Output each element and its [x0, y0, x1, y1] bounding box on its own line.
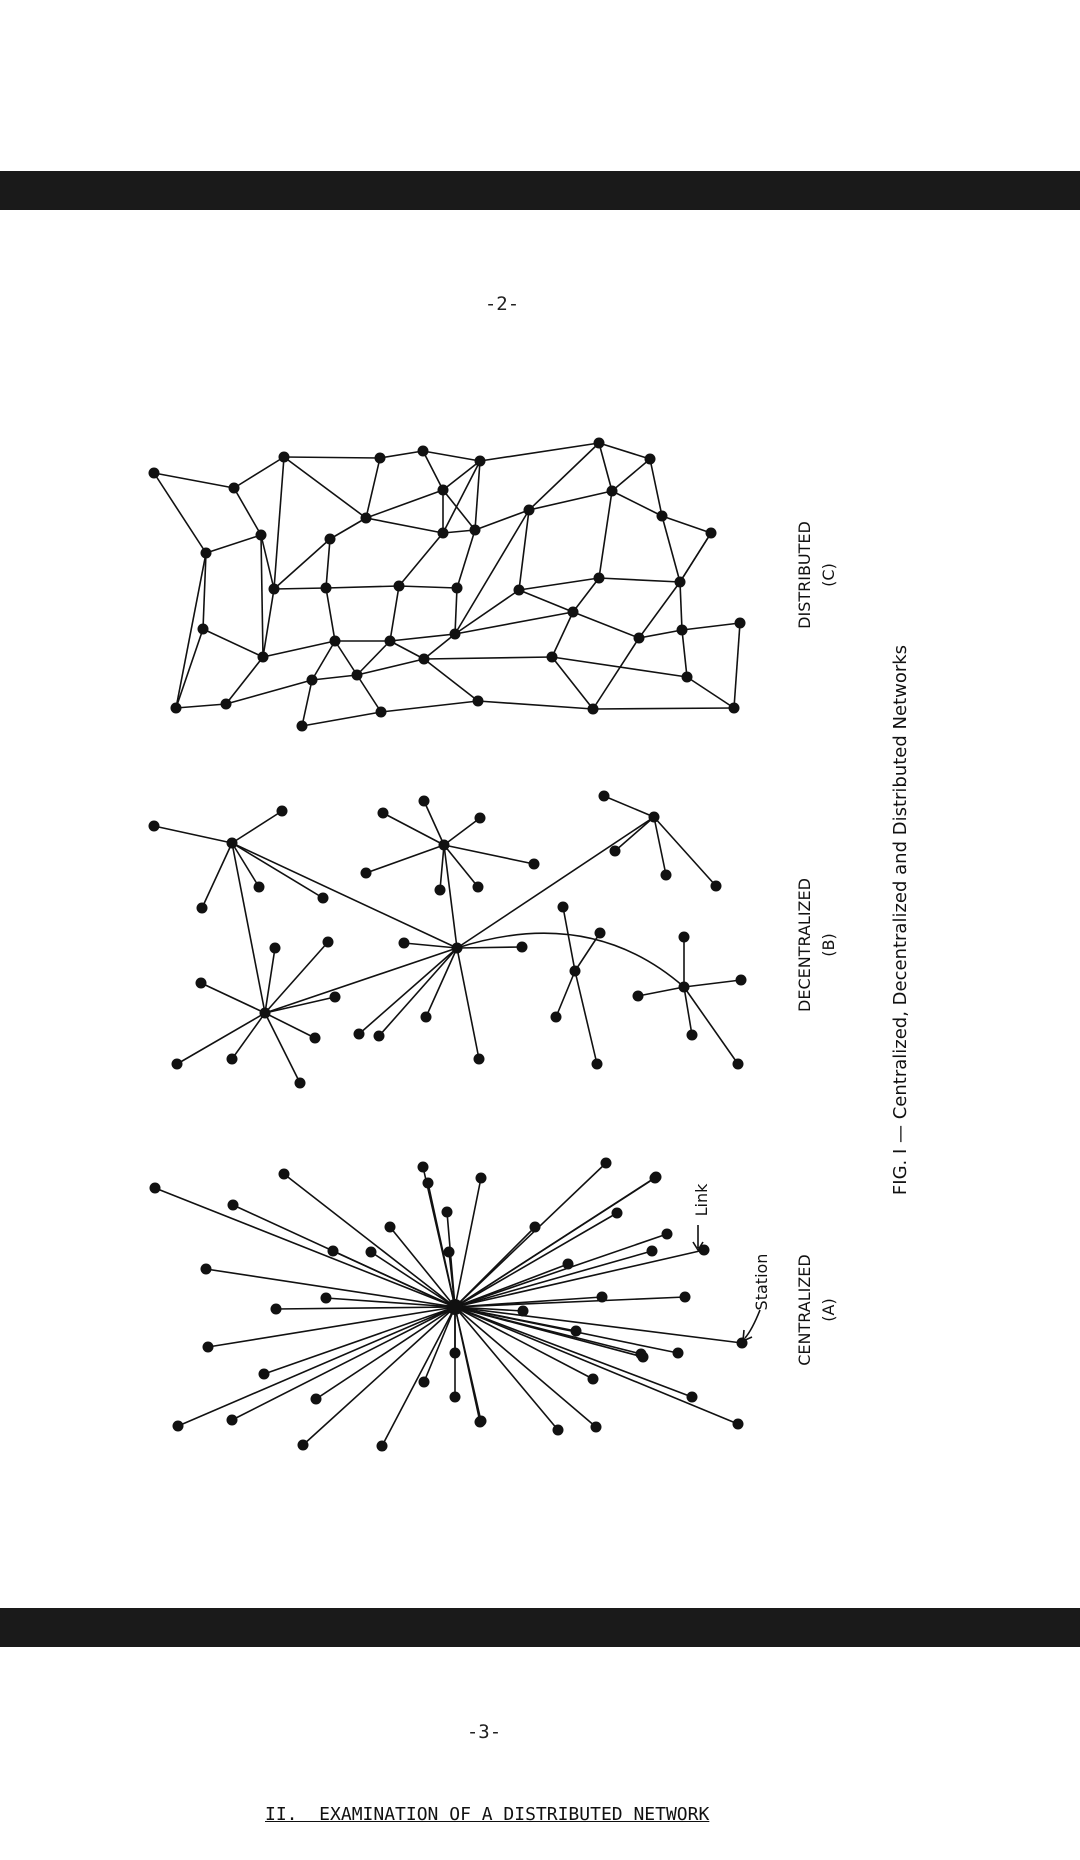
link-line: [265, 1013, 315, 1038]
station-annotation-label: Station: [752, 1253, 771, 1311]
station-node: [530, 1222, 541, 1233]
station-node: [203, 1342, 214, 1353]
link-annotation-label: Link: [692, 1183, 711, 1217]
mesh-node: [198, 624, 209, 635]
station-node: [279, 1169, 290, 1180]
link-line: [575, 933, 600, 971]
mesh-link: [263, 589, 274, 657]
station-node: [298, 1440, 309, 1451]
mesh-node: [394, 581, 405, 592]
link-line: [654, 817, 666, 875]
link-line: [563, 907, 575, 971]
station-node: [270, 943, 281, 954]
mesh-link: [519, 590, 573, 612]
station-node: [374, 1031, 385, 1042]
station-node: [328, 1246, 339, 1257]
station-node: [475, 1417, 486, 1428]
link-line: [684, 987, 692, 1035]
link-line: [202, 843, 232, 908]
mesh-node: [675, 577, 686, 588]
panel-title-distributed: DISTRIBUTED: [795, 521, 814, 629]
mesh-link: [226, 657, 263, 704]
link-line: [457, 948, 479, 1059]
mesh-link: [234, 457, 284, 488]
mesh-link: [552, 657, 687, 677]
link-line: [684, 980, 741, 987]
mesh-node: [438, 485, 449, 496]
mesh-node: [258, 652, 269, 663]
station-node: [610, 846, 621, 857]
station-node: [419, 796, 430, 807]
link-line: [444, 818, 480, 845]
mesh-node: [568, 607, 579, 618]
mesh-link: [687, 677, 734, 708]
station-node: [647, 1246, 658, 1257]
mesh-link: [234, 488, 261, 535]
station-node: [612, 1208, 623, 1219]
mesh-node: [588, 704, 599, 715]
station-node: [518, 1306, 529, 1317]
inter-hub-link: [457, 933, 684, 987]
station-node: [599, 791, 610, 802]
station-node: [553, 1425, 564, 1436]
mesh-link: [390, 586, 399, 641]
mesh-node: [452, 583, 463, 594]
station-node: [311, 1394, 322, 1405]
station-node: [679, 932, 690, 943]
mesh-node: [473, 696, 484, 707]
station-node: [378, 808, 389, 819]
station-node: [450, 1348, 461, 1359]
mesh-node: [321, 583, 332, 594]
mesh-link: [593, 708, 734, 709]
link-line: [316, 1307, 455, 1399]
mesh-link: [380, 451, 423, 458]
mesh-link: [399, 586, 457, 588]
station-node: [591, 1422, 602, 1433]
mesh-link: [390, 641, 424, 659]
station-node: [172, 1059, 183, 1070]
mesh-link: [639, 630, 682, 638]
station-node: [450, 1392, 461, 1403]
mesh-node: [221, 699, 232, 710]
station-node: [662, 1229, 673, 1240]
link-line: [455, 1307, 593, 1379]
mesh-link: [424, 659, 478, 701]
mesh-link: [682, 623, 740, 630]
mesh-node: [706, 528, 717, 539]
station-node: [330, 992, 341, 1003]
mesh-node: [361, 513, 372, 524]
station-node: [563, 1259, 574, 1270]
mesh-link: [203, 629, 263, 657]
station-node: [687, 1392, 698, 1403]
station-node: [733, 1419, 744, 1430]
link-line: [638, 987, 684, 996]
station-node: [595, 928, 606, 939]
link-line: [556, 971, 575, 1017]
link-line: [359, 948, 457, 1034]
mesh-node: [645, 454, 656, 465]
link-line: [440, 845, 444, 890]
link-line: [178, 1307, 455, 1426]
mesh-link: [593, 638, 639, 709]
mesh-link: [274, 457, 284, 589]
mesh-link: [455, 588, 457, 634]
mesh-node: [524, 505, 535, 516]
mesh-node: [607, 486, 618, 497]
mesh-node: [634, 633, 645, 644]
mesh-link: [424, 634, 455, 659]
mesh-link: [680, 582, 682, 630]
station-node: [366, 1247, 377, 1258]
link-line: [426, 948, 457, 1017]
mesh-link: [357, 675, 381, 712]
mesh-node: [594, 573, 605, 584]
station-node: [444, 1247, 455, 1258]
station-node: [733, 1059, 744, 1070]
station-node: [385, 1222, 396, 1233]
mesh-link: [662, 516, 680, 582]
link-line: [155, 1188, 455, 1307]
mesh-link: [390, 634, 455, 641]
mesh-link: [423, 451, 443, 490]
mesh-link: [274, 539, 330, 589]
mesh-link: [455, 510, 529, 634]
mesh-link: [599, 443, 650, 459]
mesh-node: [376, 707, 387, 718]
link-line: [232, 811, 282, 843]
mesh-link: [455, 612, 573, 634]
station-node: [711, 881, 722, 892]
mesh-link: [599, 491, 612, 578]
station-node: [673, 1348, 684, 1359]
hub-node: [570, 966, 581, 977]
mesh-link: [519, 578, 599, 590]
link-line: [604, 796, 654, 817]
mesh-link: [424, 657, 552, 659]
figure-caption: FIG. I — Centralized, Decentralized and Distributed Networks: [890, 644, 911, 1196]
station-node: [254, 882, 265, 893]
mesh-node: [419, 654, 430, 665]
link-line: [455, 1307, 692, 1397]
mesh-link: [274, 588, 326, 589]
mesh-link: [335, 641, 357, 675]
mesh-link: [206, 535, 261, 553]
link-line: [366, 845, 444, 873]
mesh-node: [352, 670, 363, 681]
mesh-link: [261, 535, 274, 589]
station-node: [227, 1415, 238, 1426]
mesh-link: [261, 535, 263, 657]
link-line: [382, 1307, 455, 1446]
link-line: [232, 1013, 265, 1059]
mesh-link: [457, 530, 475, 588]
link-line: [154, 826, 232, 843]
link-line: [177, 1013, 265, 1064]
station-node: [597, 1292, 608, 1303]
station-node: [551, 1012, 562, 1023]
station-node: [419, 1377, 430, 1388]
mesh-node: [438, 528, 449, 539]
station-node: [435, 885, 446, 896]
mesh-node: [729, 703, 740, 714]
link-line: [232, 1307, 455, 1420]
page-number-top: -2-: [484, 293, 520, 315]
link-line: [455, 1178, 655, 1307]
station-node: [661, 870, 672, 881]
hub-node: [227, 838, 238, 849]
mesh-node: [475, 456, 486, 467]
mesh-link: [302, 680, 312, 726]
mesh-link: [662, 516, 711, 533]
station-node: [259, 1369, 270, 1380]
mesh-node: [256, 530, 267, 541]
station-node: [228, 1200, 239, 1211]
station-node: [361, 868, 372, 879]
link-line: [201, 983, 265, 1013]
mesh-node: [229, 483, 240, 494]
station-node: [377, 1441, 388, 1452]
station-node: [636, 1349, 647, 1360]
mesh-link: [612, 459, 650, 491]
mesh-link: [573, 612, 639, 638]
station-node: [196, 978, 207, 989]
mesh-node: [514, 585, 525, 596]
link-line: [615, 817, 654, 851]
station-node: [197, 903, 208, 914]
page-number-bottom: -3-: [466, 1721, 502, 1743]
mesh-link: [154, 473, 234, 488]
station-node: [475, 813, 486, 824]
station-node: [323, 937, 334, 948]
mesh-link: [680, 533, 711, 582]
link-line: [265, 1013, 300, 1083]
station-node: [736, 975, 747, 986]
link-line: [424, 801, 444, 845]
mesh-link: [650, 459, 662, 516]
mesh-link: [357, 641, 390, 675]
station-node: [476, 1173, 487, 1184]
mesh-node: [279, 452, 290, 463]
mesh-link: [176, 704, 226, 708]
station-node: [321, 1293, 332, 1304]
link-line: [232, 843, 323, 898]
mesh-link: [475, 510, 529, 530]
mesh-link: [366, 490, 443, 518]
station-node: [354, 1029, 365, 1040]
station-node: [277, 806, 288, 817]
station-node: [687, 1030, 698, 1041]
station-node: [650, 1173, 661, 1184]
mesh-link: [326, 539, 330, 588]
mesh-node: [385, 636, 396, 647]
mesh-node: [325, 534, 336, 545]
station-node: [473, 882, 484, 893]
link-line: [276, 1307, 455, 1309]
link-line: [264, 1307, 455, 1374]
station-node: [149, 821, 160, 832]
mesh-node: [375, 453, 386, 464]
mesh-link: [552, 657, 593, 709]
station-node: [633, 991, 644, 1002]
mesh-node: [657, 511, 668, 522]
station-node: [571, 1326, 582, 1337]
panel-title-centralized: CENTRALIZED: [795, 1254, 814, 1366]
link-line: [457, 947, 522, 948]
link-line: [455, 1178, 481, 1307]
mesh-link: [475, 461, 480, 530]
station-node: [558, 902, 569, 913]
mesh-node: [470, 525, 481, 536]
mesh-link: [226, 680, 312, 704]
station-node: [227, 1054, 238, 1065]
inter-hub-link: [232, 843, 457, 948]
mesh-node: [418, 446, 429, 457]
mesh-node: [149, 468, 160, 479]
station-node: [423, 1178, 434, 1189]
mesh-link: [599, 443, 612, 491]
station-node: [588, 1374, 599, 1385]
station-node: [474, 1054, 485, 1065]
mesh-node: [594, 438, 605, 449]
hub-node: [439, 840, 450, 851]
panel-tag-distributed: (C): [819, 563, 838, 587]
mesh-link: [529, 491, 612, 510]
station-node: [680, 1292, 691, 1303]
mesh-link: [639, 582, 680, 638]
mesh-link: [573, 578, 599, 612]
mesh-node: [547, 652, 558, 663]
mesh-link: [552, 612, 573, 657]
station-node: [592, 1059, 603, 1070]
mesh-link: [330, 518, 366, 539]
mesh-link: [312, 641, 335, 680]
station-node: [318, 893, 329, 904]
mesh-node: [735, 618, 746, 629]
station-node: [173, 1421, 184, 1432]
mesh-link: [599, 578, 680, 582]
mesh-link: [326, 586, 399, 588]
station-node: [421, 1012, 432, 1023]
link-line: [265, 997, 335, 1013]
station-node: [201, 1264, 212, 1275]
panel-title-decentralized: DECENTRALIZED: [795, 878, 814, 1012]
mesh-link: [480, 443, 599, 461]
link-line: [383, 813, 444, 845]
hub-node: [649, 812, 660, 823]
station-node: [418, 1162, 429, 1173]
mesh-node: [450, 629, 461, 640]
station-annotation-arrow: [743, 1310, 760, 1341]
mesh-link: [154, 473, 206, 553]
inter-hub-link: [457, 817, 654, 948]
mesh-link: [366, 458, 380, 518]
mesh-node: [297, 721, 308, 732]
mesh-link: [357, 659, 424, 675]
station-node: [310, 1033, 321, 1044]
mesh-node: [677, 625, 688, 636]
section-heading: II. EXAMINATION OF A DISTRIBUTED NETWORK: [265, 1804, 710, 1825]
mesh-node: [171, 703, 182, 714]
central-hub-node: [447, 1299, 463, 1315]
mesh-link: [312, 675, 357, 680]
hub-node: [260, 1008, 271, 1019]
mesh-link: [443, 461, 480, 490]
mesh-link: [612, 491, 662, 516]
mesh-link: [366, 518, 443, 533]
mesh-node: [201, 548, 212, 559]
mesh-link: [529, 443, 599, 510]
mesh-node: [307, 675, 318, 686]
mesh-node: [269, 584, 280, 595]
station-node: [399, 938, 410, 949]
mesh-link: [734, 623, 740, 708]
station-node: [517, 942, 528, 953]
mesh-link: [423, 451, 480, 461]
mesh-link: [478, 701, 593, 709]
mesh-link: [519, 510, 529, 590]
mesh-link: [326, 588, 335, 641]
link-line: [575, 971, 597, 1064]
mesh-link: [682, 630, 687, 677]
mesh-node: [330, 636, 341, 647]
station-node: [442, 1207, 453, 1218]
mesh-link: [302, 712, 381, 726]
station-node: [150, 1183, 161, 1194]
link-line: [206, 1269, 455, 1307]
mesh-link: [284, 457, 380, 458]
station-node: [271, 1304, 282, 1315]
mesh-link: [263, 641, 335, 657]
mesh-link: [284, 457, 366, 518]
mesh-link: [399, 533, 443, 586]
panel-tag-decentralized: (B): [819, 933, 838, 957]
link-line: [684, 987, 738, 1064]
station-node: [529, 859, 540, 870]
station-node: [601, 1158, 612, 1169]
station-node: [295, 1078, 306, 1089]
inter-hub-link: [444, 845, 457, 948]
mesh-link: [381, 701, 478, 712]
panel-tag-centralized: (A): [819, 1298, 838, 1322]
mesh-node: [682, 672, 693, 683]
